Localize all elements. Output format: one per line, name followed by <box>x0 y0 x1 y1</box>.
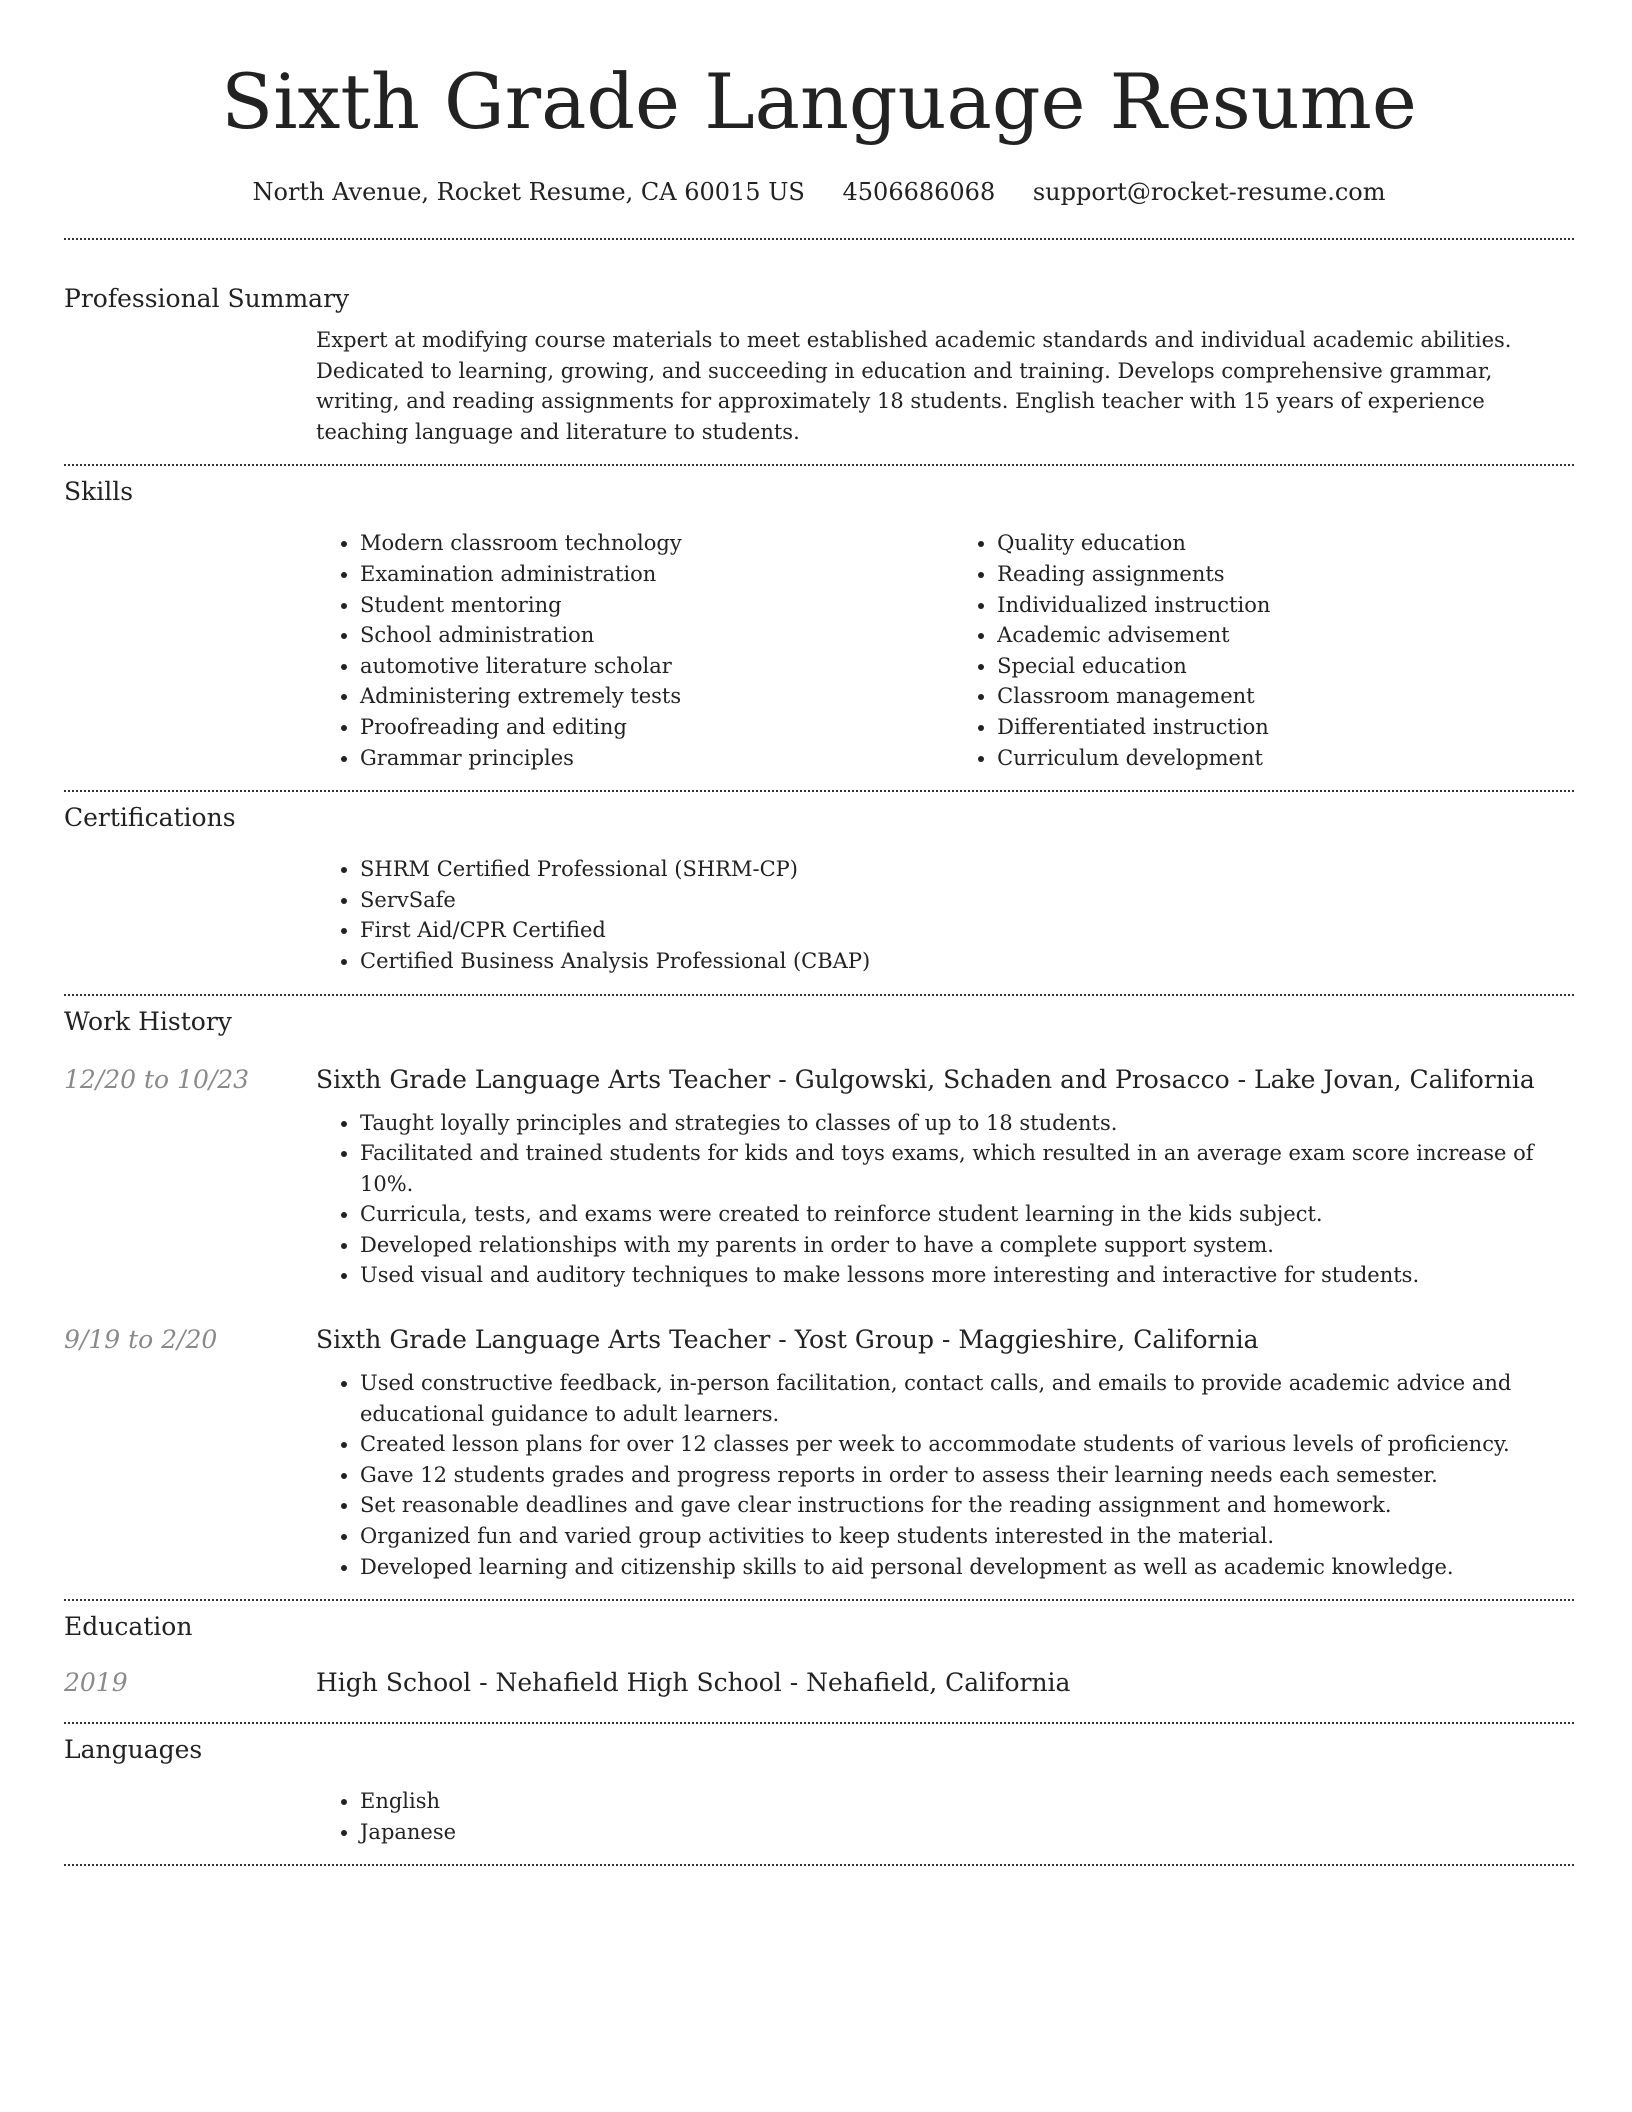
list-item: • automotive literature scholar <box>360 651 953 682</box>
divider <box>64 1864 1574 1866</box>
list-item: • SHRM Certified Professional (SHRM-CP) <box>360 854 1574 885</box>
list-item: • Taught loyally principles and strategies to classes of up to 18 students. <box>360 1108 1574 1139</box>
list-item: • First Aid/CPR Certified <box>360 915 1574 946</box>
list-item: • Facilitated and trained students for kids and toys exams, which resulted in an average exam score increase of 10%. <box>360 1138 1574 1199</box>
section-title-summary: Professional Summary <box>64 284 350 313</box>
summary-section <box>64 282 1574 447</box>
skills-list-left <box>316 528 953 773</box>
job-dates: 12/20 to 10/23 <box>64 1064 250 1094</box>
address: North Avenue, Rocket Resume, CA 60015 US <box>252 178 805 206</box>
list-item: • Modern classroom technology <box>360 528 953 559</box>
list-item: • Individualized instruction <box>997 590 1574 621</box>
divider <box>64 994 1574 996</box>
job-heading: Sixth Grade Language Arts Teacher - Yost Group - Maggieshire, California <box>316 1325 1259 1355</box>
list-item: • Curricula, tests, and exams were created to reinforce student learning in the kids subject. <box>360 1199 1574 1230</box>
list-item: • Used visual and auditory techniques to make lessons more interesting and interactive for students. <box>360 1260 1574 1291</box>
divider <box>64 1722 1574 1724</box>
resume-page <box>64 0 1574 1866</box>
list-item: • Student mentoring <box>360 590 953 621</box>
section-title-work: Work History <box>64 1006 232 1036</box>
job-bullets <box>316 1108 1574 1292</box>
skills-section <box>64 475 1574 773</box>
job-dates: 9/19 to 2/20 <box>64 1325 218 1355</box>
email: support@rocket-resume.com <box>1032 178 1386 206</box>
list-item: • Set reasonable deadlines and gave clear instructions for the reading assignment and homework. <box>360 1490 1574 1521</box>
section-title-languages: Languages <box>64 1735 203 1765</box>
contact-line <box>64 174 1574 210</box>
phone: 4506686068 <box>842 178 996 206</box>
education-entry <box>64 1666 1574 1700</box>
certifications-list <box>316 854 1574 976</box>
job-entry <box>64 1063 1574 1097</box>
list-item: • Developed relationships with my parents in order to have a complete support system. <box>360 1230 1574 1261</box>
list-item: • Gave 12 students grades and progress reports in order to assess their learning needs each semester. <box>360 1460 1574 1491</box>
list-item: • Academic advisement <box>997 620 1574 651</box>
list-item: • School administration <box>360 620 953 651</box>
certifications-section <box>64 801 1574 976</box>
job-heading: Sixth Grade Language Arts Teacher - Gulgowski, Schaden and Prosacco - Lake Jovan, California <box>316 1064 1535 1094</box>
languages-list <box>316 1786 1574 1847</box>
list-item: • Certified Business Analysis Professional (CBAP) <box>360 946 1574 977</box>
list-item: • Examination administration <box>360 559 953 590</box>
section-title-education: Education <box>64 1612 193 1642</box>
list-item: • Curriculum development <box>997 743 1574 774</box>
work-section <box>64 1005 1574 1583</box>
list-item: • Quality education <box>997 528 1574 559</box>
list-item: • Proofreading and editing <box>360 712 953 743</box>
education-section <box>64 1610 1574 1700</box>
resume-title: Sixth Grade Language Resume <box>221 57 1417 146</box>
list-item: • Japanese <box>360 1817 1574 1848</box>
education-year: 2019 <box>64 1668 128 1698</box>
list-item: • English <box>360 1786 1574 1817</box>
list-item: • Classroom management <box>997 681 1574 712</box>
divider <box>64 790 1574 792</box>
list-item: • Developed learning and citizenship skills to aid personal development as well as academic knowledge. <box>360 1552 1574 1583</box>
divider <box>64 238 1574 240</box>
divider <box>64 464 1574 466</box>
list-item: • Grammar principles <box>360 743 953 774</box>
list-item: • ServSafe <box>360 885 1574 916</box>
skills-list-right <box>953 528 1574 773</box>
job-bullets <box>316 1368 1574 1582</box>
list-item: • Administering extremely tests <box>360 681 953 712</box>
list-item: • Differentiated instruction <box>997 712 1574 743</box>
education-heading: High School - Nehafield High School - Nehafield, California <box>316 1668 1071 1698</box>
summary-text: Expert at modifying course materials to meet established academic standards and individual academic abilities. Dedicated to learning, growing, and succeeding in education and training. Develops comprehensive grammar, writing, and reading assignments for approximately 18 students. English teacher with 15 years of experience teaching language and literature to students. <box>316 328 1512 444</box>
list-item: • Organized fun and varied group activities to keep students interested in the material. <box>360 1521 1574 1552</box>
section-title-skills: Skills <box>64 477 134 507</box>
list-item: • Created lesson plans for over 12 classes per week to accommodate students of various levels of proficiency. <box>360 1429 1574 1460</box>
section-title-certifications: Certifications <box>64 803 236 833</box>
divider <box>64 1599 1574 1601</box>
list-item: • Used constructive feedback, in-person facilitation, contact calls, and emails to provide academic advice and educational guidance to adult learners. <box>360 1368 1574 1429</box>
list-item: • Special education <box>997 651 1574 682</box>
list-item: • Reading assignments <box>997 559 1574 590</box>
job-entry <box>64 1323 1574 1357</box>
languages-section <box>64 1733 1574 1847</box>
